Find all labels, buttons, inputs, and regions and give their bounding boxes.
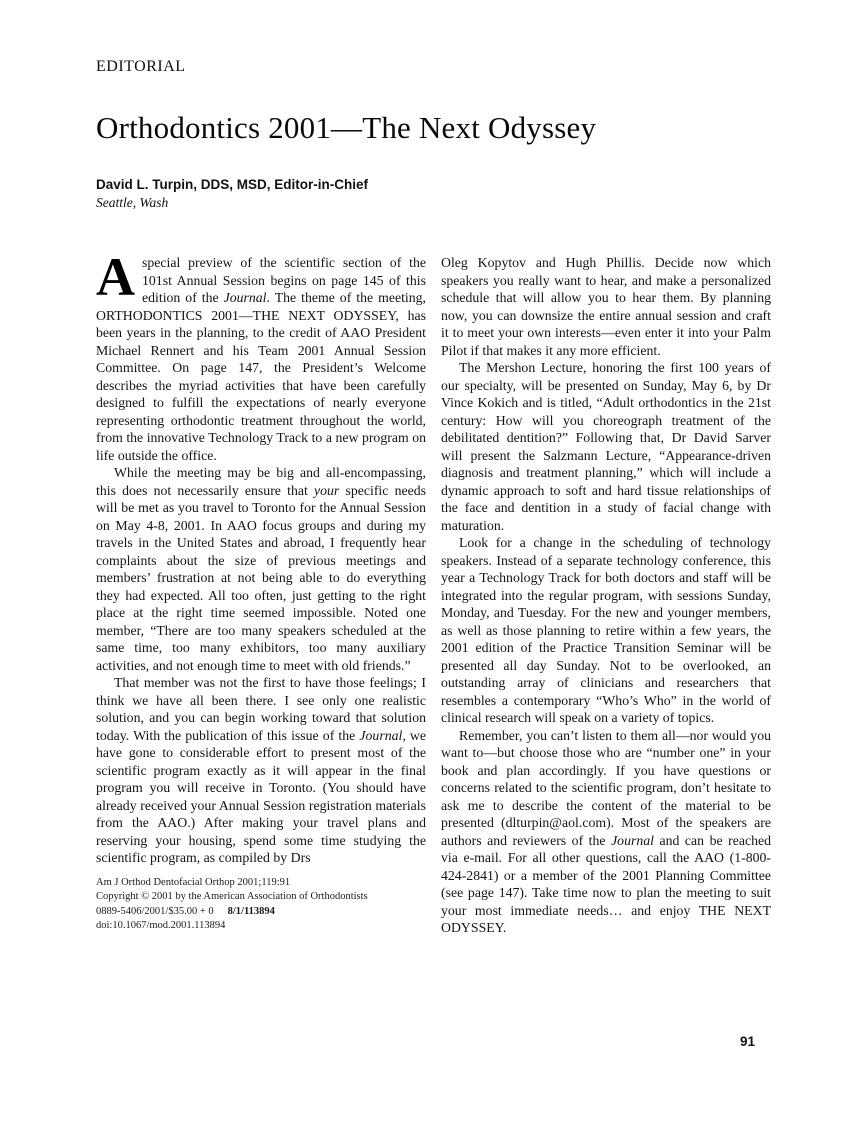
footnote-citation: Am J Orthod Dentofacial Orthop 2001;119:91 bbox=[96, 876, 291, 888]
right-column bbox=[441, 254, 771, 937]
paragraph-text: special preview of the scientific section of the 101st Annual Session begins on page 145 of this edition of the Journal. The theme of the meeting, ORTHODONTICS 2001—THE NEXT ODYSSEY, has been years in the planning, to the credit of AAO President Michael Rennert and his Team 2001 Annual Session Committee. On page 147, the President’s Welcome describes the myriad activities that have been carefully designed to fulfill the expectations of nearly everyone representing orthodontic treatment throughout the world, from the innovative Technology Track to a new program on life outside the office. bbox=[96, 255, 426, 463]
author-line: David L. Turpin, DDS, MSD, Editor-in-Chief bbox=[96, 177, 368, 192]
footnote-issn-price: 0889-5406/2001/$35.00 + 0 bbox=[96, 905, 214, 917]
section-label: EDITORIAL bbox=[96, 58, 186, 75]
author-affiliation: Seattle, Wash bbox=[96, 195, 169, 210]
paragraph: While the meeting may be big and all-encompassing, this does not necessarily ensure that your specific needs will be met as you travel to Toronto for the Annual Session on May 4-8, 2001. In AAO focus groups and during my travels in the United States and abroad, I frequently hear complaints about the size of previous meetings and members’ frustration at not being able to do everything they had expected. All too often, just getting to the right place at the right time seemed impossible. Noted one member, “There are too many speakers scheduled at the same time, too many exhibitors, too many auxiliary activities, and not enough time to meet with old friends.” bbox=[96, 465, 426, 673]
paragraph: Look for a change in the scheduling of technology speakers. Instead of a separate technology conference, this year a Technology Track for both doctors and staff will be integrated into the regular program, with sessions Sunday, Monday, and Tuesday. For the new and younger members, as well as those planning to retire within a few years, the 2001 edition of the Practice Transition Seminar will be presented all day Sunday. Not to be overlooked, an outstanding array of clinicians and researchers that resembles a contemporary “Who’s Who” in the world of clinical research will speak on a variety of topics. bbox=[441, 535, 771, 725]
paragraph-opening bbox=[96, 247, 426, 464]
page-number: 91 bbox=[740, 1034, 756, 1049]
footnote-article-code: 8/1/113894 bbox=[227, 905, 275, 917]
article-title: Orthodontics 2001—The Next Odyssey bbox=[96, 110, 597, 145]
footnote-pricing bbox=[96, 905, 426, 920]
left-column bbox=[96, 247, 426, 937]
article-footnote bbox=[96, 876, 426, 934]
paragraph: The Mershon Lecture, honoring the first 100 years of our specialty, will be presented on Sunday, May 6, by Dr Vince Kokich and is titled, “Adult orthodontics in the 21st century: How will you choreograph treatment of the debilitated dentition?” Following that, Dr David Sarver will present the Salzmann Lecture, “Appearance-driven diagnosis and treatment planning,” which will include a dynamic approach to soft and hard tissue relationships of the face and dentition in a study of facial change with maturation. bbox=[441, 360, 771, 533]
footnote-doi: doi:10.1067/mod.2001.113894 bbox=[96, 920, 226, 931]
article-body bbox=[96, 247, 771, 937]
paragraph-continuation: Oleg Kopytov and Hugh Phillis. Decide now which speakers you really want to hear, and make a personalized schedule that will allow you to hear them. By planning now, you can downsize the entire annual session and craft it to meet your own interests—even enter it into your Palm Pilot if that makes it any more efficient. bbox=[441, 255, 771, 358]
paragraph: That member was not the first to have those feelings; I think we have all been there. I see only one realistic solution, and you can begin working toward that solution today. With the publication of this issue of the Journal, we have gone to considerable effort to present most of the scientific program exactly as it will appear in the final program you will receive in Toronto. (You should have already received your Annual Session registration materials from the AAO.) After making your travel plans and reserving your housing, spend some time studying the scientific program, as compiled by Drs bbox=[96, 675, 426, 865]
drop-cap: A bbox=[96, 247, 135, 307]
footnote-copyright: Copyright © 2001 by the American Association of Orthodontists bbox=[96, 891, 368, 902]
paragraph: Remember, you can’t listen to them all—nor would you want to—but choose those who are “number one” in your book and plan accordingly. If you have questions or concerns related to the scientific program, don’t hesitate to ask me to describe the content of the material to be presented (dlturpin@aol.com). Most of the speakers are authors and reviewers of the Journal and can be reached via e-mail. For all other questions, call the AAO (1-800-424-2841) or a member of the 2001 Planning Committee (see page 147). Take time now to plan the meeting to suit your most immediate needs… and enjoy THE NEXT ODYSSEY. bbox=[441, 727, 771, 935]
